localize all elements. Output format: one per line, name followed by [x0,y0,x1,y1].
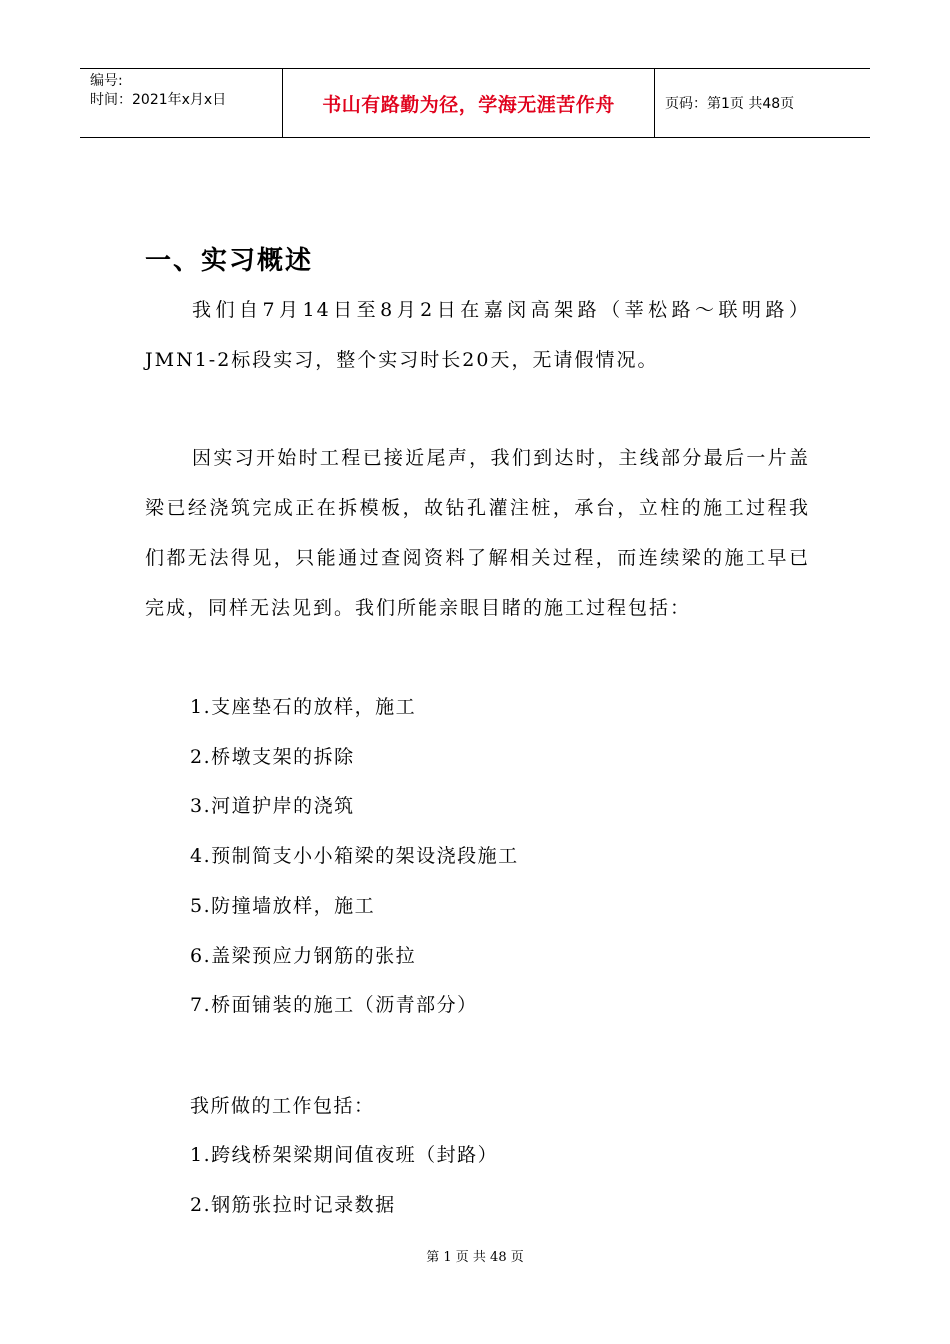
work-intro: 我所做的工作包括： [190,1095,375,1117]
header-meta-cell [80,69,283,137]
list-item: 6.盖梁预应力钢筋的张拉 [190,945,417,967]
list-item: 3.河道护岸的浇筑 [190,795,355,817]
header-page-cell [655,69,870,137]
list-item: 7.桥面铺装的施工（沥青部分） [190,994,478,1016]
page-footer: 第 1 页 共 48 页 [426,1250,524,1265]
paragraph-background: 因实习开始时工程已接近尾声，我们到达时，主线部分最后一片盖梁已经浇筑完成正在拆模板，故钻孔灌注桩，承台，立柱的施工过程我们都无法得见，只能通过查阅资料了解相关过程，而连续梁的施工早已完成，同样无法见到。我们所能亲眼目睹的施工过程包括： [145,447,810,619]
page-info: 页码：第1页 共48页 [665,96,795,112]
time-label: 时间：2021年x月x日 [90,92,227,108]
list-item: 2.钢筋张拉时记录数据 [190,1194,396,1216]
list-item: 1.跨线桥架梁期间值夜班（封路） [190,1144,499,1166]
list-item: 5.防撞墙放样，施工 [190,895,376,917]
motto-text: 书山有路勤为径，学海无涯苦作舟 [322,93,615,116]
number-label: 编号: [90,73,123,89]
list-item: 4.预制简支小小箱梁的架设浇段施工 [190,845,519,867]
paragraph-intro: 我们自7月14日至8月2日在嘉闵高架路（莘松路～联明路）JMN1-2标段实习，整个实习时长20天，无请假情况。 [145,299,810,371]
list-item: 1.支座垫石的放样，施工 [190,696,417,718]
list-item: 2.桥墩支架的拆除 [190,746,355,768]
header-motto-cell [283,69,655,137]
section-title: 一、实习概述 [145,246,314,276]
document-header [80,68,870,138]
